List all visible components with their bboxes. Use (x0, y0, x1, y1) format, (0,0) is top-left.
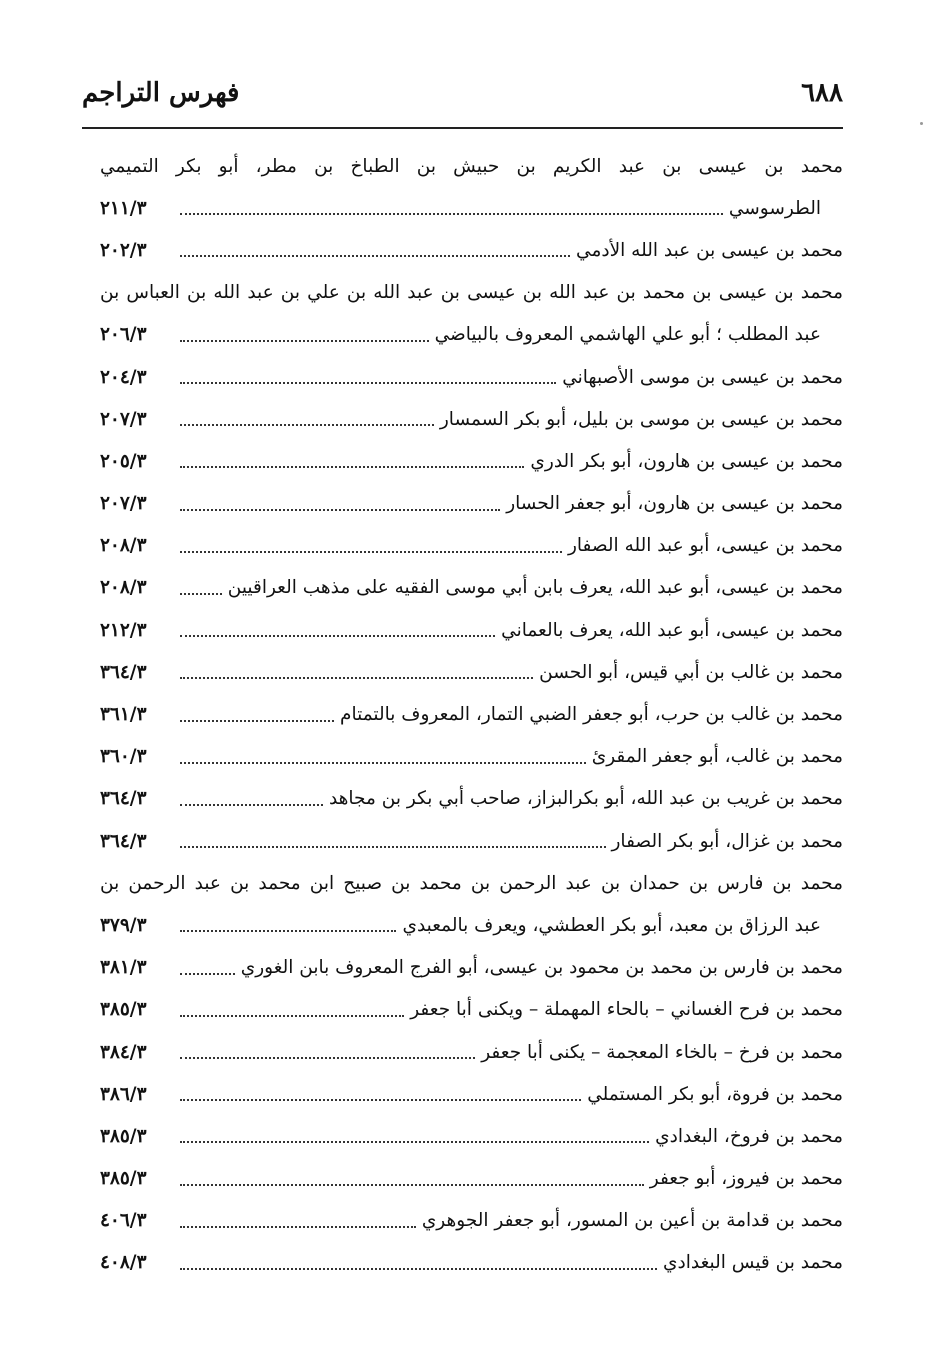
dot-leader (180, 720, 334, 722)
volume-page-ref: ٣٨٥/٣ (100, 999, 147, 1021)
index-entry (100, 1073, 843, 1115)
index-entry (100, 989, 843, 1031)
index-entry (100, 440, 843, 482)
dot-leader (180, 466, 524, 468)
entry-name: محمد بن عيسى بن عبد الله الأدمي (576, 239, 843, 261)
index-entry (100, 820, 843, 862)
volume-page-ref: ٢٠٨/٣ (100, 535, 147, 557)
entry-name: محمد بن عيسى بن موسى الأصبهاني (562, 366, 843, 388)
entry-name: محمد بن قيس البغدادي (663, 1252, 843, 1274)
entry-name: محمد بن عيسى بن عبد الكريم بن حبيش بن الطباخ بن مطر، أبو بكر التميمي (100, 155, 843, 177)
index-entry (100, 651, 843, 693)
dot-leader (180, 1099, 581, 1101)
entry-name: محمد بن غالب، أبو جعفر المقرئ (591, 746, 843, 768)
dot-leader (180, 551, 562, 553)
dot-leader (180, 1015, 404, 1017)
volume-page-ref: ٣٨٥/٣ (100, 1168, 147, 1190)
index-entry (100, 356, 843, 398)
entry-name: الطرسوسي (728, 197, 821, 219)
header-rule (82, 127, 843, 129)
biography-index-list (100, 145, 843, 1284)
index-entry (100, 862, 843, 904)
volume-page-ref: ٣٦٤/٣ (100, 788, 147, 810)
volume-page-ref: ٢٠٧/٣ (100, 493, 147, 515)
volume-page-ref: ٣٨٥/٣ (100, 1125, 147, 1147)
dot-leader (180, 1226, 416, 1228)
volume-page-ref: ٢٠٨/٣ (100, 577, 147, 599)
index-entry (100, 1031, 843, 1073)
index-entry (100, 398, 843, 440)
entry-name: محمد بن فروخ، البغدادي (655, 1125, 843, 1147)
volume-page-ref: ٤٠٦/٣ (100, 1210, 147, 1232)
volume-page-ref: ٣٨٤/٣ (100, 1041, 147, 1063)
page-header (82, 70, 843, 120)
entry-name: محمد بن عيسى، أبو عبد الله، يعرف بابن أبي موسى الفقيه على مذهب العراقيين (227, 577, 843, 599)
dot-leader (180, 930, 396, 932)
index-entry (100, 483, 843, 525)
volume-page-ref: ٢٠٢/٣ (100, 239, 147, 261)
index-entry (100, 947, 843, 989)
index-entry (100, 1115, 843, 1157)
entry-name: محمد بن عيسى، أبو عبد الله، يعرف بالعماني (501, 619, 843, 641)
index-entry-continuation (100, 187, 843, 229)
entry-name: محمد بن عيسى، أبو عبد الله الصفار (567, 535, 843, 557)
volume-page-ref: ٣٦٤/٣ (100, 661, 147, 683)
page-number: ٦٨٨ (801, 78, 843, 108)
index-entry (100, 567, 843, 609)
volume-page-ref: ٢١٢/٣ (100, 619, 147, 641)
volume-page-ref: ٣٦٤/٣ (100, 830, 147, 852)
entry-name: عبد المطلب ؛ أبو علي الهاشمي المعروف بالبياضي (434, 324, 821, 346)
entry-name: محمد بن عيسى بن هارون، أبو جعفر الحسار (506, 493, 843, 515)
dot-leader (180, 340, 429, 342)
index-entry (100, 693, 843, 735)
dot-leader (180, 804, 323, 806)
entry-name: محمد بن غريب بن عبد الله، أبو بكرالبزاز، صاحب أبي بكر بن مجاهد (328, 788, 843, 810)
dot-leader (180, 677, 533, 679)
volume-page-ref: ٢١١/٣ (100, 197, 147, 219)
volume-page-ref: ٢٠٦/٣ (100, 324, 147, 346)
index-entry (100, 778, 843, 820)
volume-page-ref: ٢٠٥/٣ (100, 450, 147, 472)
entry-name: محمد بن عيسى بن موسى بن بليل، أبو بكر السمسار (439, 408, 843, 430)
running-title: فهرس التراجم (82, 78, 240, 108)
entry-name: محمد بن عيسى بن هارون، أبو بكر الدري (530, 450, 843, 472)
entry-name: محمد بن فرح الغساني – بالحاء المهملة – ويكنى أبا جعفر (410, 999, 843, 1021)
volume-page-ref: ٣٧٩/٣ (100, 914, 147, 936)
entry-name: عبد الرزاق بن معبد، أبو بكر العطشي، ويعرف بالمعبدي (402, 914, 821, 936)
dot-leader (180, 424, 434, 426)
entry-name: محمد بن غالب بن حرب، أبو جعفر الضبي التمار، المعروف بالتمتام (340, 704, 843, 726)
entry-name: محمد بن عيسى بن محمد بن عبد الله بن عيسى بن عبد الله بن علي بن عبد الله بن العباس بن (100, 282, 843, 304)
dot-leader (180, 846, 606, 848)
entry-name: محمد بن فرخ – بالخاء المعجمة – يكنى أبا جعفر (481, 1041, 843, 1063)
index-entry (100, 736, 843, 778)
dot-leader (180, 762, 586, 764)
index-entry (100, 272, 843, 314)
index-entry (100, 1200, 843, 1242)
dot-leader (180, 509, 500, 511)
index-entry (100, 1242, 843, 1284)
dot-leader (180, 382, 556, 384)
entry-name: محمد بن فارس بن محمد بن محمود بن عيسى، أبو الفرج المعروف بابن الغوري (240, 957, 843, 979)
entry-name: محمد بن غالب بن أبي قيس، أبو الحسن (539, 661, 843, 683)
index-entry (100, 229, 843, 271)
volume-page-ref: ٣٦١/٣ (100, 704, 147, 726)
index-entry-continuation (100, 314, 843, 356)
volume-page-ref: ٣٨٦/٣ (100, 1083, 147, 1105)
volume-page-ref: ٤٠٨/٣ (100, 1252, 147, 1274)
dot-leader (180, 593, 222, 595)
index-entry (100, 145, 843, 187)
entry-name: محمد بن فارس بن حمدان بن عبد الرحمن بن محمد بن صبيح ابن محمد بن عبد الرحمن بن (100, 872, 843, 894)
dot-leader (180, 973, 235, 975)
dot-leader (180, 255, 570, 257)
entry-name: محمد بن غزال، أبو بكر الصفار (611, 830, 843, 852)
index-entry (100, 1158, 843, 1200)
dot-leader (180, 635, 495, 637)
entry-name: محمد بن فروة، أبو بكر المستملي (587, 1083, 843, 1105)
volume-page-ref: ٣٨١/٣ (100, 957, 147, 979)
entry-name: محمد بن قدامة بن أعين بن المسور، أبو جعفر الجوهري (421, 1210, 843, 1232)
index-entry-continuation (100, 904, 843, 946)
index-entry (100, 609, 843, 651)
index-entry (100, 525, 843, 567)
dot-leader (180, 1057, 475, 1059)
dot-leader (180, 1268, 657, 1270)
dot-leader (180, 1184, 644, 1186)
volume-page-ref: ٢٠٧/٣ (100, 408, 147, 430)
volume-page-ref: ٣٦٠/٣ (100, 746, 147, 768)
margin-mark (920, 122, 923, 125)
dot-leader (180, 1141, 649, 1143)
volume-page-ref: ٢٠٤/٣ (100, 366, 147, 388)
entry-name: محمد بن فيروز، أبو جعفر (649, 1168, 843, 1190)
dot-leader (180, 213, 723, 215)
